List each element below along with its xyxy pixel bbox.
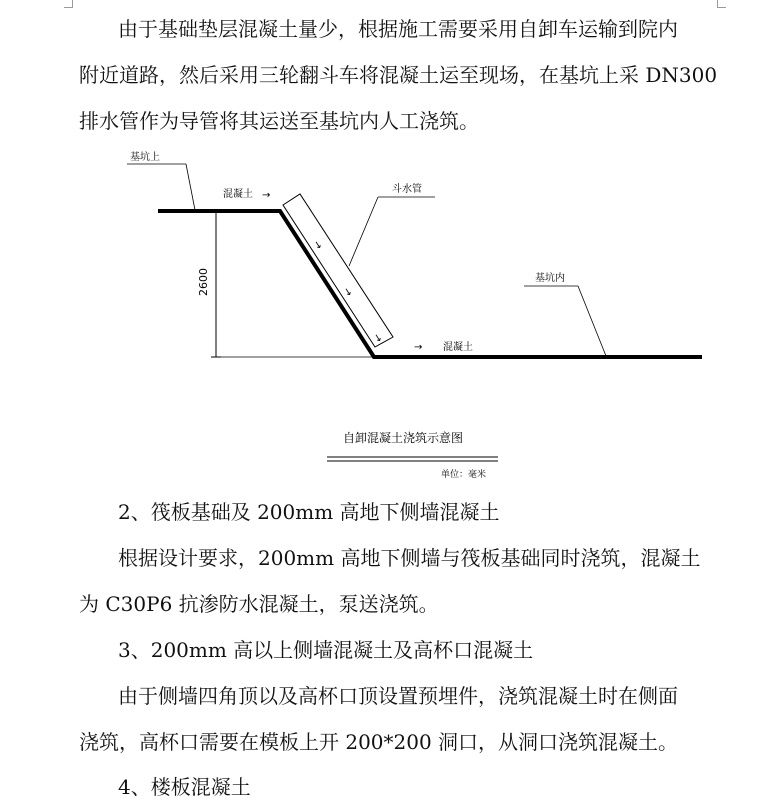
leader-chute-slant bbox=[349, 197, 378, 266]
diagram-unit: 单位：毫米 bbox=[441, 470, 487, 480]
label-concrete-bottom: 混凝土 bbox=[443, 342, 473, 353]
section-2-body-line-2: 为 C30P6 抗渗防水混凝土，泵送浇筑。 bbox=[79, 592, 439, 616]
section-3-body-line-2: 浇筑，高杯口需要在模板上开 200*200 洞口，从洞口浇筑混凝土。 bbox=[79, 730, 679, 754]
diagram-caption: 自卸混凝土浇筑示意图 bbox=[343, 431, 464, 445]
leader-pit-top-slant bbox=[186, 164, 195, 210]
label-pit-top: 基坑上 bbox=[130, 152, 160, 163]
leader-pit-inside-slant bbox=[578, 286, 606, 356]
section-2-heading: 2、筏板基础及 200mm 高地下侧墙混凝土 bbox=[118, 500, 500, 524]
section-4-heading: 4、楼板混凝土 bbox=[118, 775, 251, 799]
flow-arrow: → bbox=[310, 238, 325, 252]
pit-profile bbox=[158, 211, 702, 357]
section-2-body-line-1: 根据设计要求，200mm 高地下侧墙与筏板基础同时浇筑，混凝土 bbox=[118, 546, 701, 570]
section-3-body-line-1: 由于侧墙四角顶以及高杯口顶设置预埋件，浇筑混凝土时在侧面 bbox=[118, 684, 678, 708]
intro-line-3: 排水管作为导管将其运送至基坑内人工浇筑。 bbox=[79, 109, 479, 133]
arrow-concrete-top: → bbox=[262, 190, 271, 201]
dimension-label: 2600 bbox=[197, 268, 210, 296]
flow-arrow: → bbox=[414, 342, 423, 353]
intro-line-1: 由于基础垫层混凝土量少，根据施工需要采用自卸车运输到院内 bbox=[118, 17, 678, 41]
section-3-heading: 3、200mm 高以上侧墙混凝土及高杯口混凝土 bbox=[118, 638, 534, 662]
flow-arrow: → bbox=[370, 331, 385, 345]
flow-arrow: → bbox=[340, 285, 355, 299]
label-pit-inside: 基坑内 bbox=[535, 273, 565, 284]
label-concrete-top: 混凝土 bbox=[223, 189, 253, 200]
intro-line-2: 附近道路，然后采用三轮翻斗车将混凝土运至现场，在基坑上采 DN300 bbox=[79, 63, 718, 87]
chute-pipe bbox=[283, 194, 393, 347]
label-chute: 斗水管 bbox=[392, 184, 422, 195]
